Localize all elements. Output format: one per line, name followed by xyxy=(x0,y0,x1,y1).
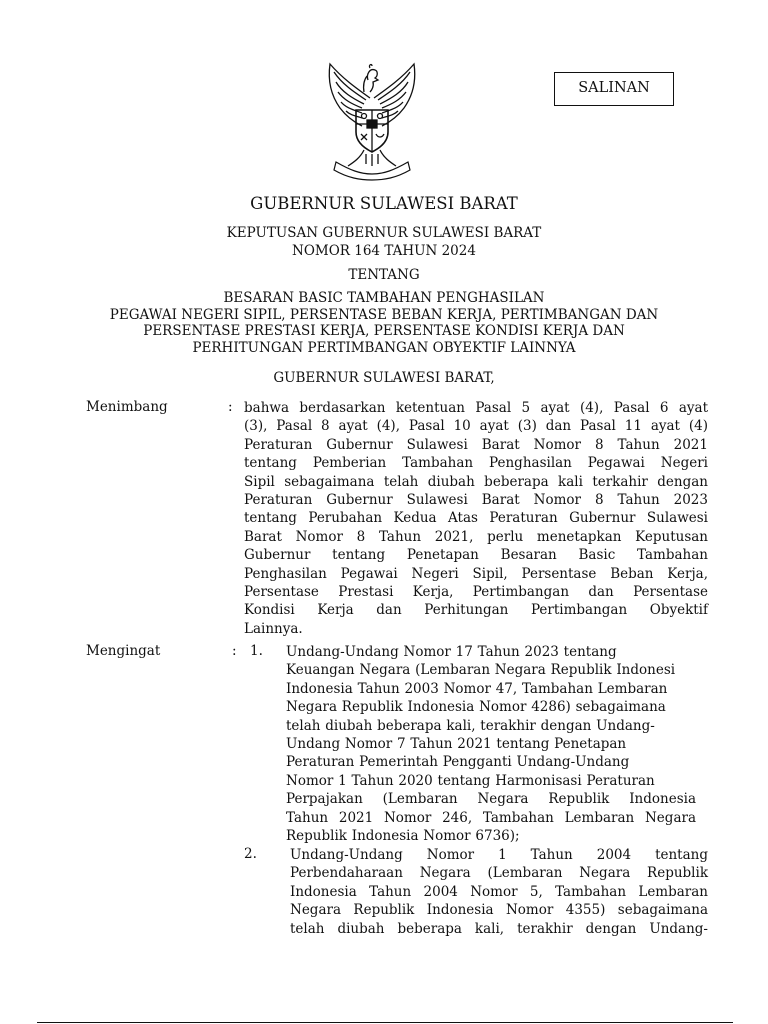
text-line: bahwa berdasarkan ketentuan Pasal 5 ayat (4), Pasal 6 ayat xyxy=(244,400,708,416)
menimbang-colon: : xyxy=(228,399,233,415)
text-line: Negara Republik Indonesia Nomor 4286) sebagaimana xyxy=(286,699,666,716)
text-line: Barat Nomor 8 Tahun 2021, perlu menetapkan Keputusan xyxy=(244,528,708,545)
mengingat-label: Mengingat xyxy=(86,643,161,659)
text-line: Negara Republik Indonesia Nomor 4355) sebagaimana xyxy=(290,902,708,919)
text-line: Peraturan Gubernur Sulawesi Barat Nomor 8 Tahun 2023 xyxy=(244,492,708,509)
text-line: Keuangan Negara (Lembaran Negara Republik Indonesi xyxy=(286,662,676,679)
text-line: Undang-Undang Nomor 1 Tahun 2004 tentang xyxy=(290,847,708,863)
text-line: Perbendaharaan Negara (Lembaran Negara Republik xyxy=(290,865,708,882)
mengingat-item-1 xyxy=(286,643,696,845)
subject-line: BESARAN BASIC TAMBAHAN PENGHASILAN xyxy=(223,290,545,306)
text-line: Undang-Undang Nomor 17 Tahun 2023 tentang xyxy=(286,644,617,660)
text-line: Indonesia Tahun 2004 Nomor 5, Tambahan Lembaran xyxy=(290,883,708,900)
text-line: Penghasilan Pegawai Negeri Sipil, Persentase Beban Kerja, xyxy=(244,565,708,582)
list-item-number: 1. xyxy=(250,643,263,659)
gubernur-line: GUBERNUR SULAWESI BARAT, xyxy=(273,370,495,386)
text-line: Peraturan Gubernur Sulawesi Barat Nomor 8 Tahun 2021 xyxy=(244,436,708,453)
text-line: Perpajakan (Lembaran Negara Republik Indonesia xyxy=(286,791,696,808)
subject-line: PEGAWAI NEGERI SIPIL, PERSENTASE BEBAN KERJA, PERTIMBANGAN DAN xyxy=(109,306,659,323)
text-line: Lainnya. xyxy=(244,620,303,637)
text-line: Kondisi Kerja dan Perhitungan Pertimbangan Obyektif xyxy=(244,602,708,619)
text-line: telah diubah beberapa kali, terakhir dengan Undang- xyxy=(286,717,655,734)
garuda-emblem-icon xyxy=(320,58,424,182)
text-line: tentang Perubahan Kedua Atas Peraturan Gubernur Sulawesi xyxy=(244,510,708,527)
decree-subject xyxy=(0,290,768,356)
subject-line: PERHITUNGAN PERTIMBANGAN OBYEKTIF LAINNYA xyxy=(192,339,576,356)
menimbang-paragraph xyxy=(244,399,708,638)
text-line: (3), Pasal 8 ayat (4), Pasal 10 ayat (3) dan Pasal 11 ayat (4) xyxy=(244,418,708,435)
mengingat-item-2 xyxy=(290,846,708,938)
text-line: Republik Indonesia Nomor 6736); xyxy=(286,828,520,845)
page-bottom-rule xyxy=(37,1022,733,1023)
text-line: Persentase Prestasi Kerja, Pertimbangan dan Persentase xyxy=(244,584,708,601)
text-line: Nomor 1 Tahun 2020 tentang Harmonisasi Peraturan xyxy=(286,772,655,789)
salinan-stamp: SALINAN xyxy=(554,72,674,106)
text-line: Peraturan Pemerintah Pengganti Undang-Undang xyxy=(286,754,630,771)
tentang-heading: TENTANG xyxy=(348,267,420,283)
mengingat-colon: : xyxy=(232,643,237,659)
decree-title: KEPUTUSAN GUBERNUR SULAWESI BARAT xyxy=(226,225,542,241)
text-line: Tahun 2021 Nomor 246, Tambahan Lembaran Negara xyxy=(286,809,696,826)
list-item-number: 2. xyxy=(244,846,257,862)
menimbang-label: Menimbang xyxy=(86,399,168,415)
text-line: Indonesia Tahun 2003 Nomor 47, Tambahan Lembaran xyxy=(286,680,668,697)
text-line: telah diubah beberapa kali, terakhir dengan Undang- xyxy=(290,920,708,937)
issuer-title: GUBERNUR SULAWESI BARAT xyxy=(250,194,518,213)
text-line: Gubernur tentang Penetapan Besaran Basic Tambahan xyxy=(244,547,708,564)
text-line: Undang Nomor 7 Tahun 2021 tentang Penetapan xyxy=(286,736,627,753)
text-line: tentang Pemberian Tambahan Penghasilan Pegawai Negeri xyxy=(244,455,708,472)
subject-line: PERSENTASE PRESTASI KERJA, PERSENTASE KONDISI KERJA DAN xyxy=(143,323,625,339)
text-line: Sipil sebagaimana telah diubah beberapa kali terkahir dengan xyxy=(244,473,708,490)
decree-number: NOMOR 164 TAHUN 2024 xyxy=(292,243,476,259)
